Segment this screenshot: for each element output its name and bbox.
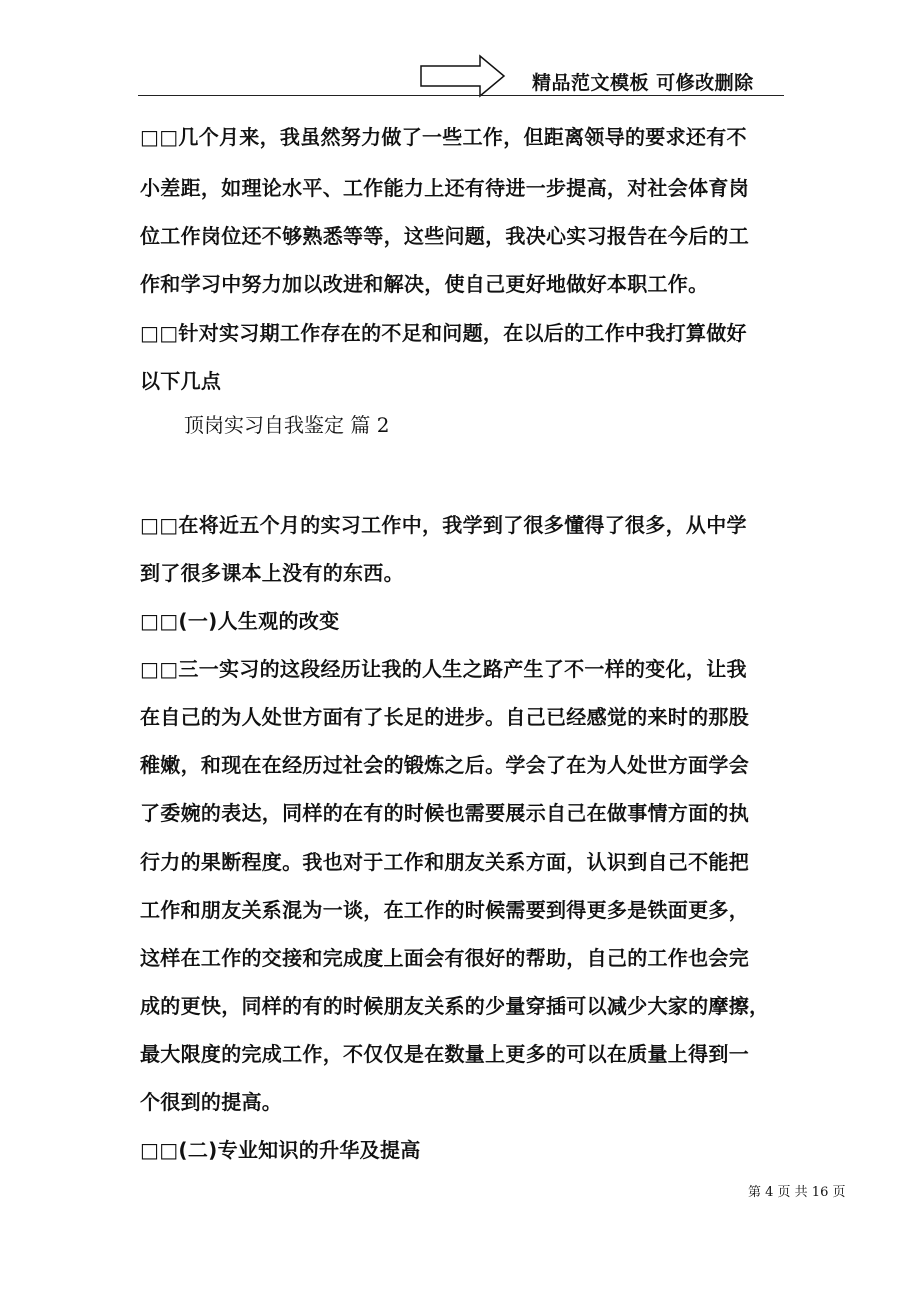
body-line: 到了很多课本上没有的东西。 bbox=[140, 561, 404, 585]
body-line: 稚嫩，和现在在经历过社会的锻炼之后。学会了在为人处世方面学会 bbox=[140, 753, 749, 777]
body-line: □□在将近五个月的实习工作中，我学到了很多懂得了很多，从中学 bbox=[140, 513, 747, 537]
arrow-icon bbox=[420, 54, 506, 98]
body-line: 行力的果断程度。我也对于工作和朋友关系方面，认识到自己不能把 bbox=[140, 850, 749, 874]
body-line: 了委婉的表达，同样的在有的时候也需要展示自己在做事情方面的执 bbox=[140, 801, 749, 825]
body-line: 最大限度的完成工作，不仅仅是在数量上更多的可以在质量上得到一 bbox=[140, 1042, 749, 1066]
body-line: □□针对实习期工作存在的不足和问题，在以后的工作中我打算做好 bbox=[140, 321, 747, 345]
body-line: 工作和朋友关系混为一谈，在工作的时候需要到得更多是铁面更多， bbox=[140, 898, 749, 922]
body-line: □□(二)专业知识的升华及提高 bbox=[140, 1138, 421, 1162]
body-line: 这样在工作的交接和完成度上面会有很好的帮助，自己的工作也会完 bbox=[140, 946, 749, 970]
body-line: 位工作岗位还不够熟悉等等，这些问题，我决心实习报告在今后的工 bbox=[140, 224, 749, 248]
section-title: 顶岗实习自我鉴定 篇 2 bbox=[184, 413, 390, 437]
body-line: □□几个月来，我虽然努力做了一些工作，但距离领导的要求还有不 bbox=[140, 125, 747, 149]
body-line: 作和学习中努力加以改进和解决，使自己更好地做好本职工作。 bbox=[140, 272, 709, 296]
header-divider bbox=[138, 95, 784, 96]
body-line: 个很到的提高。 bbox=[140, 1090, 283, 1114]
header-title: 精品范文模板 可修改删除 bbox=[532, 72, 754, 94]
body-line: 成的更快，同样的有的时候朋友关系的少量穿插可以减少大家的摩擦， bbox=[140, 994, 770, 1018]
page-number: 第 4 页 共 16 页 bbox=[748, 1185, 846, 1200]
body-line: 以下几点 bbox=[140, 369, 222, 393]
body-line: □□三一实习的这段经历让我的人生之路产生了不一样的变化，让我 bbox=[140, 657, 747, 681]
body-line: 小差距，如理论水平、工作能力上还有待进一步提高，对社会体育岗 bbox=[140, 176, 749, 200]
body-line: 在自己的为人处世方面有了长足的进步。自己已经感觉的来时的那股 bbox=[140, 705, 749, 729]
body-line: □□(一)人生观的改变 bbox=[140, 609, 340, 633]
